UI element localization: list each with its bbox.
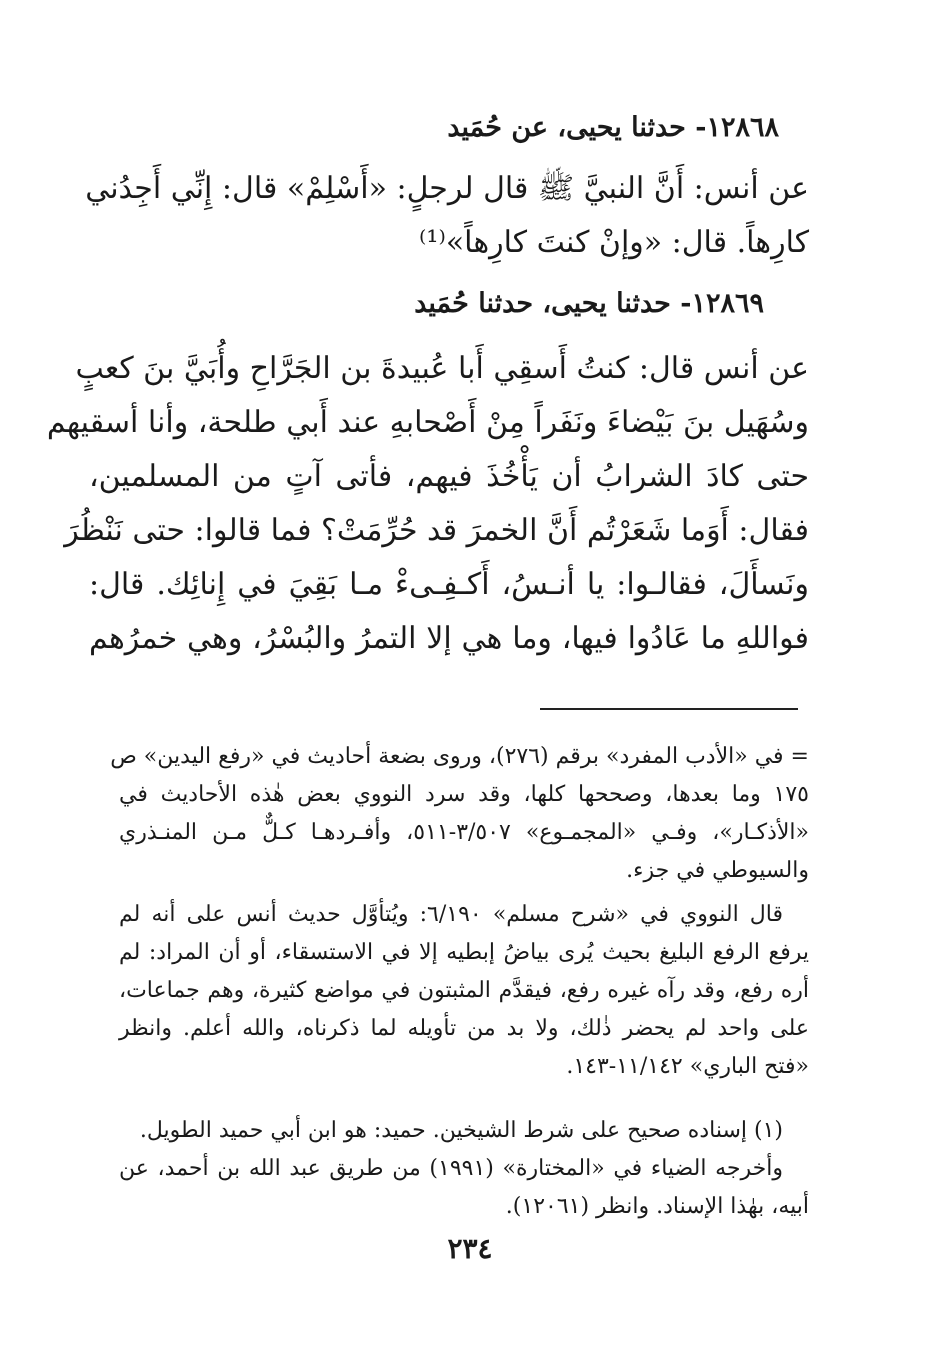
footnote-continuation	[110, 738, 810, 890]
text-line: كارِهاً. قال: «وإنْ كنتَ كارِهاً»⁽¹⁾	[419, 225, 809, 260]
hadith-12868-text	[85, 162, 809, 270]
text-line: فواللهِ ما عَادُوا فيها، وما هي إلا التمرُ والبُسْرُ، وهي خمرُهم	[89, 621, 809, 656]
text-line: ونَسأَلَ، فقالـوا: يا أنـسُ، أَكـفِـىءْ مـا بَقِيَ في إِنائِك. قال:	[89, 567, 809, 602]
footnote-line: أره رفع، وقد رآه غيره رفع، فيقدَّم المثبتون في مواضع كثيرة، وهم جماعات،	[119, 978, 809, 1003]
text-line: حتى كادَ الشرابُ أن يَأْخُذَ فيهم، فأتى آتٍ من المسلمين،	[89, 459, 809, 494]
footnote-1	[119, 1112, 809, 1226]
footnote-line: أبيه، بهٰذا الإسناد. وانظر (١٢٠٦١).	[505, 1194, 809, 1219]
footnote-line: (١) إسناده صحيح على شرط الشيخين. حميد: هو ابن أبي حميد الطويل.	[139, 1118, 783, 1143]
page-number: ٢٣٤	[447, 1232, 493, 1265]
footnote-line: ١٧٥ وما بعدها، وصححها كلها، وقد سرد النووي بعض هٰذه الأحاديث في	[119, 782, 809, 807]
text-line: عن أنس: أَنَّ النبيَّ ﷺ قال لرجلٍ: «أَسْلِمْ» قال: إِنِّي أَجِدُني	[85, 171, 809, 206]
text-line: فقال: أَوَما شَعَرْتُم أَنَّ الخمرَ قد حُرِّمَتْ؟ فما قالوا: حتى نَنْظُرَ	[64, 513, 809, 548]
footnote-divider	[540, 708, 798, 710]
footnote-nawawi	[119, 896, 809, 1086]
footnote-line: «الأذكـار»، وفـي «المجمـوع» ٣/٥٠٧-٥١١، وأفـردهـا كـلٌّ مـن المنـذري	[119, 820, 810, 845]
footnote-line: وأخرجه الضياء في «المختارة» (١٩٩١) من طريق عبد الله بن أحمد، عن	[119, 1156, 783, 1181]
footnote-line: «فتح الباري» ١١/١٤٢-١٤٣.	[566, 1054, 809, 1079]
hadith-12869-header: ١٢٨٦٩- حدثنا يحيى، حدثنا حُمَيد	[414, 288, 764, 319]
text-line: وسُهَيل بنَ بَيْضاءَ ونَفَراً مِنْ أَصْحابهِ عند أَبي طلحة، وأنا أسقيهم	[46, 405, 809, 440]
footnote-line: = في «الأدب المفرد» برقم (٢٧٦)، وروى بضعة أحاديث في «رفع اليدين» ص	[110, 744, 809, 769]
hadith-12869-text	[46, 342, 809, 666]
footnote-line: قال النووي في «شرح مسلم» ٦/١٩٠: ويُتأوَّل حديث أنس على أنه لم	[119, 902, 783, 927]
footnote-line: يرفع الرفع البليغ بحيث يُرى بياضُ إبطيه إلا في الاستسقاء، أو أن المراد: لم	[119, 940, 809, 965]
hadith-12868-header: ١٢٨٦٨- حدثنا يحيى، عن حُمَيد	[447, 112, 779, 143]
footnote-line: والسيوطي في جزء.	[626, 858, 809, 883]
text-line: عن أنس قال: كنتُ أَسقِي أَبا عُبيدةَ بن الجَرَّاحِ وأُبَيَّ بنَ كعبٍ	[75, 351, 809, 386]
footnote-line: على واحد لم يحضر ذٰلك، ولا بد من تأويله لما ذكرناه، والله أعلم. وانظر	[119, 1016, 809, 1041]
